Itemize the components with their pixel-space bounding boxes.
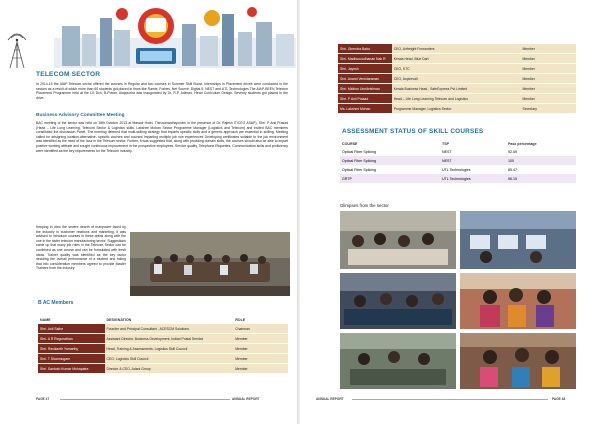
course-cell: Optical Fiber Splicing (342, 167, 376, 172)
member-name: Shri. Ravikanth Yamarthy (38, 344, 105, 354)
assessment-status-table (340, 140, 576, 183)
hero-illustration (0, 0, 298, 70)
pass-cell: 85.47 (508, 167, 517, 172)
member-name: Shri. Midhun Unnikrishnan (338, 84, 392, 94)
assessment-status-title: ASSESSMENT STATUS OF SKILL COURSES (342, 128, 484, 135)
table-row (340, 156, 576, 165)
table-row (338, 54, 576, 64)
photo-lab-top-right (460, 211, 576, 269)
table-row (38, 344, 288, 354)
bac-members-table (38, 316, 288, 374)
glimpses-photo-collage (340, 211, 576, 389)
course-cell: Optical Fiber Splicing (340, 156, 440, 165)
table-row (340, 165, 576, 174)
member-name: Shri. Santosh Kumar Mohapatra (38, 364, 105, 374)
member-designation: CEO, Airfreight Forwarders (392, 44, 521, 54)
member-designation: CEO, KTC (392, 64, 521, 74)
bac-members-title: B AC Members (38, 300, 74, 306)
course-cell: GRTP (340, 174, 440, 183)
table-row (38, 334, 288, 344)
member-designation: Founder and Principal Consultant , ACESCM Solutions (105, 324, 234, 334)
column-header-course: COURSE (342, 141, 358, 146)
photo-students-middle-right (460, 273, 576, 329)
photo-workshop-bottom-left (340, 333, 456, 389)
photo-classroom-top-left (340, 211, 456, 269)
column-header-name: NAME (40, 318, 51, 322)
member-role: Member (520, 64, 576, 74)
page-number-right: PAGE 48 (552, 397, 566, 401)
member-role: Member (520, 84, 576, 94)
member-designation: Programme Manager, Logistics Sector (392, 104, 521, 114)
member-name: Shri. A R Regunathan (38, 334, 105, 344)
column-header-designation: DESIGNATION (106, 318, 132, 322)
telecom-sector-title: TELECOM SECTOR (36, 71, 101, 78)
member-designation: Director & CEO, Adani Group (105, 364, 234, 374)
telecom-city-illustration (52, 4, 298, 68)
member-role: Member (233, 364, 288, 374)
bac-advice-paragraph: Keeping in view the severe dearth of manpower faced by the industry in customer relations and marketing, it was advised to introduce courses in these areas along with the one in the sister telecom manufacturing sector. Suggestions came up that many job roles in the Telecom Sector can be combined as one course and can be formulated with fresh ideas. Trainer quality was identified as the key factor deciding the overall performance of a student and taking that into consideration members agreed to provide Master Trainers from the industry. (36, 225, 126, 271)
table-row (38, 364, 288, 374)
member-role: Chairman (233, 324, 288, 334)
member-name: Shri. Jayesh (338, 64, 392, 74)
footer-label-left: ANNUAL REPORT (232, 397, 260, 401)
member-designation: CEO, Aspirevall (392, 74, 521, 84)
member-designation: Head – Life Long Learning Telecom and Logistics (392, 94, 521, 104)
pass-cell: 92.59 (508, 149, 517, 154)
photo-practical-bottom-right (460, 333, 576, 389)
tsp-cell: NEST (440, 156, 506, 165)
member-role: Member (520, 54, 576, 64)
column-header-role: ROLE (235, 318, 246, 322)
table-row (338, 104, 576, 114)
bac-members-table-continued (338, 44, 576, 114)
pass-cell: 100 (506, 156, 576, 165)
member-designation: Head, Training & Assessments, Logistics Skill Council (105, 344, 234, 354)
member-role: Secretary (520, 104, 576, 114)
column-header-pass: Pass percentage (508, 141, 537, 146)
footer-label-right: ANNUAL REPORT (316, 397, 344, 401)
glimpses-caption: Glimpses from the sector (340, 203, 389, 208)
member-name: Shri. Anand Venkitaraman (338, 74, 392, 84)
member-name: Shri. T Shanmugam (38, 354, 105, 364)
member-role: Member (520, 44, 576, 54)
member-name: Shri. Madhusoodhanan Nair R (338, 54, 392, 64)
table-row (340, 174, 576, 183)
column-header-tsp: TSP (442, 141, 449, 146)
table-row (338, 64, 576, 74)
table-row (38, 354, 288, 364)
antenna-tower-icon (6, 32, 28, 68)
bac-meeting-title: Business Advisory Committee Meeting (36, 113, 125, 118)
table-row (338, 74, 576, 84)
member-role: Member (520, 74, 576, 84)
member-designation: CEO, Logistics Skill Council (105, 354, 234, 364)
member-name: Shri. P Anil Prasad (338, 94, 392, 104)
bac-meeting-paragraph: BAC meeting of the sector was held on 18th October 2013 at Mascot Hotel, Thiruvananthapuram in the presence of Dr. Rajesh IT/CEO ASAP), Shri. P Anil Prasad (Head – Life Long Learning, Telecom Sector & Logistics skills. Lakshmi Mohan Sector Programme Manager (Logistics and Telecom) and invited BAC members constituted the discussion Panel. The meeting deemed that multi-skilling strategy that imparts specific skills and a generic approach are essential in skilling. Meeting called for designing location-alternative- specific courses and courses imparting multiple job role experiences Developing certificates suitable to the job environment was identified as the need of the hour in the Telecom sector. Further, it was suggested that, along with providing domain skills, the courses should also be able to impart positive working attitude and sought continuous improvement in the prospective employees. Service quality, Telephone Etiquettes, Communication skills and proficiency were identified as the key requirements for the Telecom industry. (36, 121, 288, 153)
bac-meeting-photo (130, 232, 290, 296)
member-role: Member (520, 94, 576, 104)
member-role: Member (233, 344, 288, 354)
member-designation: Kerala Head, Blue Dart (392, 54, 521, 64)
member-name: Shri. Girendra Babu (338, 44, 392, 54)
page-number-left: PAGE 47 (36, 397, 50, 401)
photo-training-middle-left (340, 273, 456, 329)
tsp-cell: UTL Technologies (442, 167, 471, 172)
course-cell: Optical Fiber Splicing (342, 149, 376, 154)
member-role: Member (233, 334, 288, 344)
member-role: Member (233, 354, 288, 364)
table-header-row (38, 316, 288, 324)
table-row (340, 147, 576, 156)
member-name: Ms. Lakshmi Mohan (338, 104, 392, 114)
footer-rule-right (352, 399, 548, 400)
table-row (38, 324, 288, 334)
member-designation: Assistant Director, Business Development, Indian Postal Service (105, 334, 234, 344)
table-row (338, 44, 576, 54)
telecom-intro-paragraph: In 2014-15 the AIAP Telecom sector offered the courses in Regular and two courses in Summer Skill Boost. Internships in Placement drives were conducted in the sectors as a result of which more than 60 students got placed in firms like Ramie, Forbes, Net Source, Digital-9, NEST and UTL Technologies The AIAP-BEEN Telecom Placement Programme held at the LS Dch, B-Power, Alappuzha was inaugurated by Dr. R.P. Adiman, Head Curriculum Design. Seventy students got placed in the drive. (36, 82, 288, 100)
table-row (338, 94, 576, 104)
tsp-cell: UTL Technologies (440, 174, 506, 183)
member-name: Shri. Anil Sathe (38, 324, 105, 334)
footer-rule-left (60, 399, 230, 400)
left-page (0, 0, 298, 424)
tsp-cell: NEST (442, 149, 452, 154)
pass-cell: 96.15 (506, 174, 576, 183)
table-header-row (340, 140, 576, 147)
table-row (338, 84, 576, 94)
member-designation: Kerala Business Head , SafeExpress Pvt Limited (392, 84, 521, 94)
